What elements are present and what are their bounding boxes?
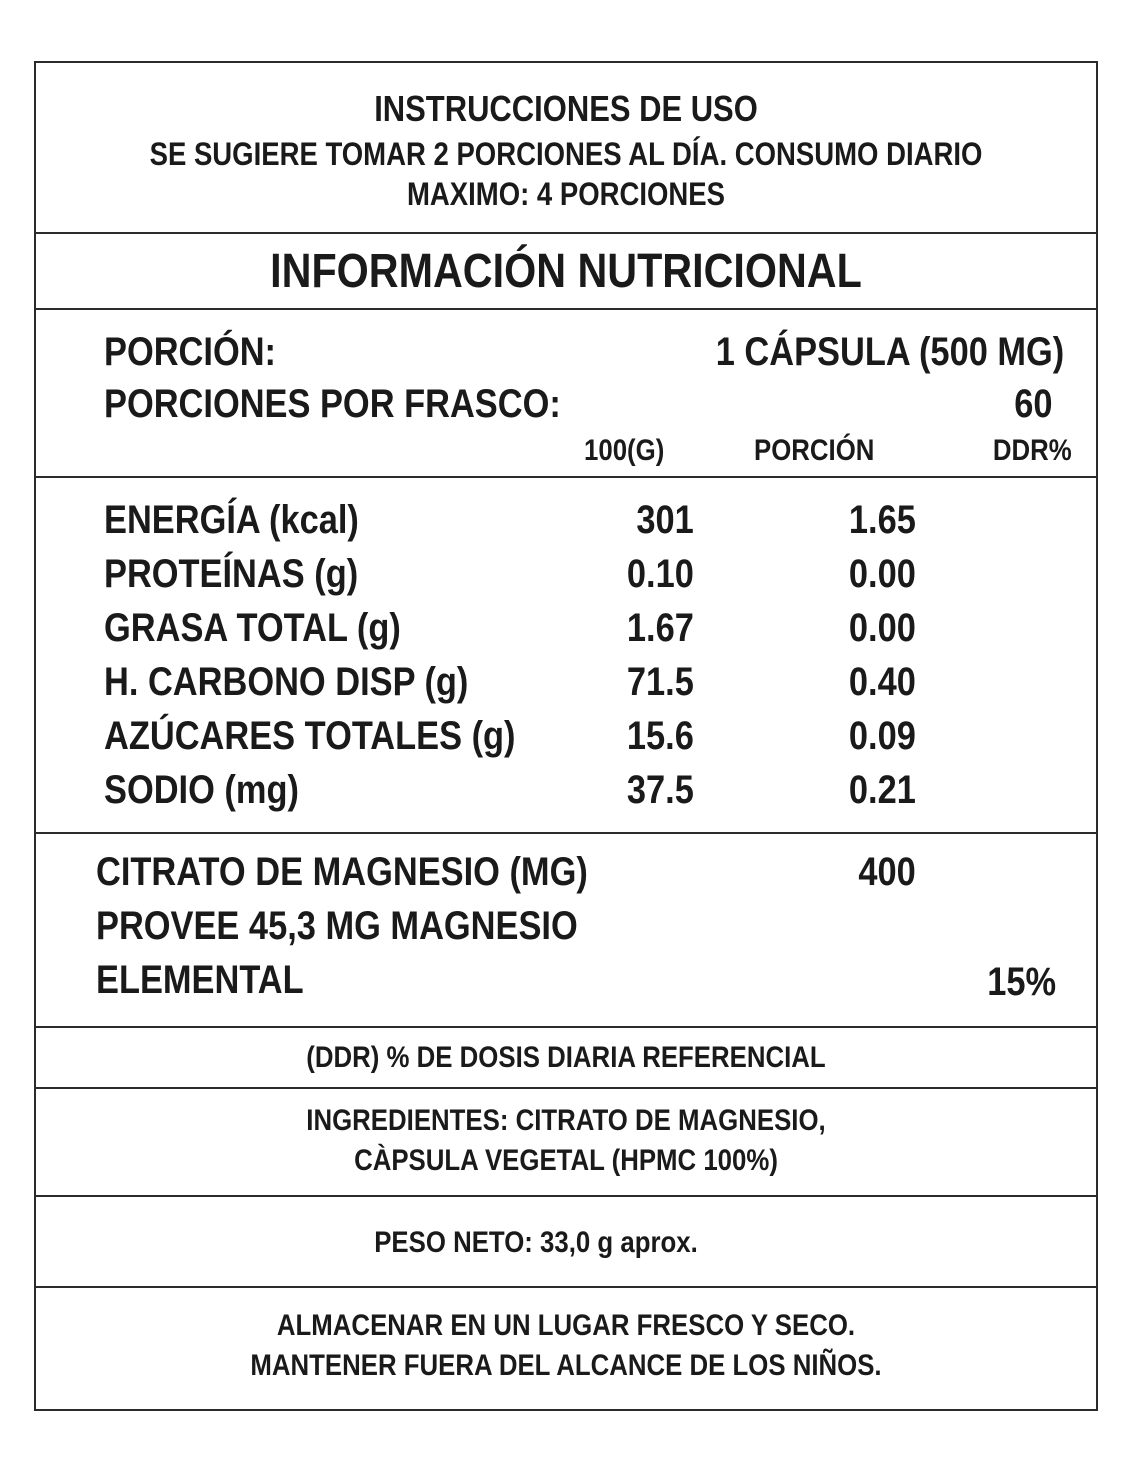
nutrient-per100: 71.5 [627,660,694,704]
nutrient-per100: 37.5 [627,768,694,812]
nutrient-per100: 15.6 [627,714,694,758]
nutrition-title-section [36,234,1096,310]
nutrient-name: PROTEÍNAS (g) [104,552,359,596]
instructions-line-2: MAXIMO: 4 PORCIONES [406,176,726,212]
nutrient-name: SODIO (mg) [104,768,299,812]
column-header-ddr: DDR% [993,434,1072,467]
magnesium-section [36,834,1096,1028]
nutrient-portion: 0.40 [849,660,916,704]
serving-section [36,310,1096,478]
nutrient-per100: 1.67 [627,606,694,650]
servings-per-container-label: PORCIONES POR FRASCO: [104,382,561,426]
servings-per-container-value: 60 [1013,382,1052,426]
nutrient-per100: 301 [636,498,694,542]
ddr-note: (DDR) % DE DOSIS DIARIA REFERENCIAL [306,1041,826,1074]
nutrient-portion: 0.09 [849,714,916,758]
table-row [36,768,1096,822]
ingredients-line-1: INGREDIENTES: CITRATO DE MAGNESIO, [306,1104,826,1137]
nutrient-per100: 0.10 [627,552,694,596]
column-header-100g: 100(G) [584,434,665,467]
ingredients-section [36,1089,1096,1197]
instructions-section [36,63,1096,234]
table-row [36,552,1096,606]
table-row [36,606,1096,660]
nutrient-portion: 1.65 [849,498,916,542]
net-weight: PESO NETO: 33,0 g aprox. [374,1226,698,1259]
net-weight-section [36,1197,1096,1288]
nutrient-portion: 0.00 [849,606,916,650]
nutrient-name: AZÚCARES TOTALES (g) [104,714,516,758]
column-header-portion: PORCIÓN [754,434,875,467]
table-row [36,498,1096,552]
serving-label: PORCIÓN: [104,330,276,374]
table-row [36,660,1096,714]
nutrition-title: INFORMACIÓN NUTRICIONAL [270,245,862,298]
nutrient-table [36,478,1096,834]
magnesium-ddr: 15% [987,960,1056,1004]
nutrient-name: H. CARBONO DISP (g) [104,660,469,704]
nutrient-portion: 0.21 [849,768,916,812]
magnesium-line-2: PROVEE 45,3 MG MAGNESIO [96,904,578,948]
table-row [36,714,1096,768]
ingredients-line-2: CÀPSULA VEGETAL (HPMC 100%) [354,1144,778,1177]
magnesium-line-1: CITRATO DE MAGNESIO (MG) [96,850,588,894]
instructions-title: INSTRUCCIONES DE USO [374,88,758,129]
nutrient-name: ENERGÍA (kcal) [104,498,359,542]
magnesium-portion: 400 [858,850,916,894]
instructions-line-1: SE SUGIERE TOMAR 2 PORCIONES AL DÍA. CONSUMO DIARIO [149,136,983,172]
storage-section [36,1288,1096,1409]
nutrition-label [34,61,1098,1411]
magnesium-line-3: ELEMENTAL [96,958,304,1002]
storage-line-2: MANTENER FUERA DEL ALCANCE DE LOS NIÑOS. [250,1349,882,1382]
serving-value: 1 CÁPSULA (500 MG) [715,330,1064,374]
storage-line-1: ALMACENAR EN UN LUGAR FRESCO Y SECO. [276,1309,856,1342]
nutrient-portion: 0.00 [849,552,916,596]
nutrient-name: GRASA TOTAL (g) [104,606,401,650]
ddr-note-section [36,1028,1096,1089]
